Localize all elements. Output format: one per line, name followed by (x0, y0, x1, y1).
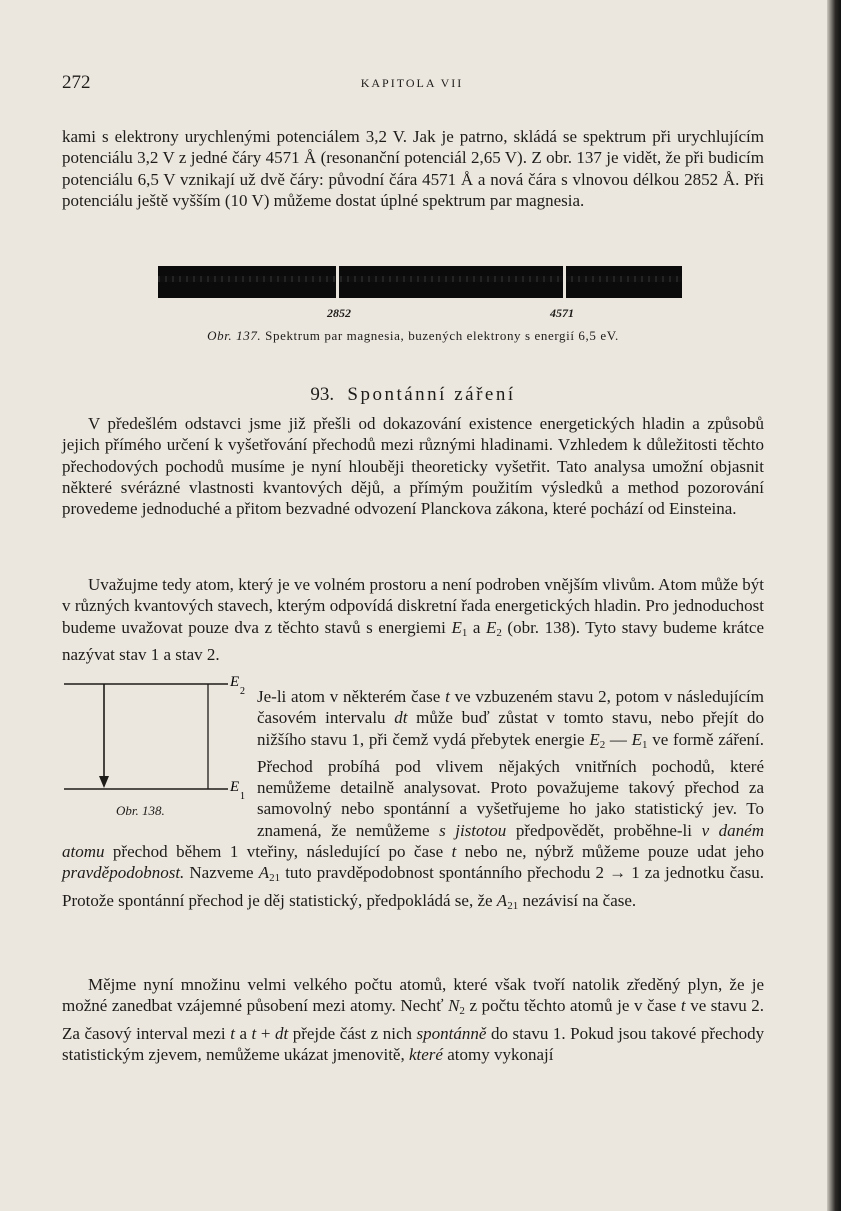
symbol-t: t (451, 842, 457, 862)
paragraph-4 (62, 974, 764, 1065)
symbol-t: t (445, 687, 450, 706)
subscript: 1 (461, 626, 468, 639)
symbol-t: t (680, 996, 686, 1016)
text-run: předpovědět, proběhne-li (515, 820, 693, 840)
symbol-e2: E (485, 617, 497, 637)
text-run: tuto pravděpodobnost spontánního přechodu 2 → 1 za jednotku času. Protože spontánní přechod je děj statistický, předpokládá se, že (62, 863, 765, 910)
emphasis: s jistotou (439, 820, 507, 840)
subscript: 1 (642, 738, 648, 751)
text-run: ve stavu 2. Za časový interval mezi (62, 996, 765, 1043)
subscript: 2 (599, 738, 606, 751)
symbol-n2: N (448, 996, 460, 1016)
emphasis: spontánně (416, 1023, 487, 1043)
figure-137-caption (62, 328, 764, 344)
subscript: 2 (496, 626, 502, 639)
symbol-t: t (251, 1023, 257, 1043)
diagram-float-space (62, 686, 257, 836)
text-run: ve formě záření. Přechod probíhá pod vlivem nějakých vnitřních pochodů, které nemůžeme detailně analysovat. Proto považujeme takový přechod za samovolný nebo spontánní a vyšetřujeme ho jako statistický jev. To znamená, že nemůžeme (257, 729, 765, 840)
symbol-t: t (230, 1023, 235, 1043)
symbol-dt: dt (274, 1023, 289, 1043)
level-lower-label: E (230, 779, 240, 795)
symbol-a21: A (496, 890, 508, 910)
text-run: Nazveme (189, 863, 254, 883)
figure-138-caption: Obr. 138. (116, 803, 165, 818)
text-run: ve vzbuzeném stavu 2, potom v následujícím časovém intervalu (257, 687, 765, 728)
intro-text: kami s elektrony urychlenými potenciálem 3,2 V. Jak je patrno, skládá se spektrum při urychlujícím potenciálu 3,2 V z jedné čáry 4571 Å (resonanční potenciál 2,65 V). Z obr. 137 je vidět, že při budicím potenciálu 6,5 V vznikají už dvě čáry: původní čára 4571 Å a nová čára s vlnovou délkou 2852 Å. Při potenciálu ještě vyšším (10 V) můžeme dostat úplné spektrum par magnesia. (62, 127, 764, 210)
text-run: přejde část z nich (292, 1023, 412, 1043)
symbol-e1: E (631, 729, 642, 749)
text-run: může buď zůstat v tomto stavu, nebo přejít do nižšího stavu 1, při čemž vydá přebytek energie (257, 708, 765, 749)
text-run: nezávisí na čase. (522, 890, 637, 910)
section-heading (62, 384, 764, 406)
symbol-e2: E (589, 729, 600, 749)
caption-text: Spektrum par magnesia, buzených elektrony s energií 6,5 eV. (265, 328, 619, 343)
text-run: Mějme nyní množinu velmi velkého počtu atomů, které však tvoří natolik zředěný plyn, že je možné zanedbat vzájemné působení mezi atomy. Nechť (62, 975, 764, 1016)
subscript: 21 (269, 872, 281, 885)
spectrum-image (158, 266, 682, 298)
text-run: přechod během 1 vteřiny, následující po čase (112, 842, 444, 862)
spectrum-gap (563, 266, 566, 298)
text-run: atomy vykonají (447, 1044, 554, 1064)
subscript: 2 (459, 1005, 465, 1018)
paragraph-2 (62, 574, 764, 665)
level-upper-sub: 2 (240, 686, 245, 697)
text-run: nebo ne, nýbrž můžeme pouze udat jeho (464, 842, 765, 862)
text-run: (obr. 138). Tyto stavy budeme krátce nazývat stav 1 a stav 2. (62, 617, 764, 664)
symbol-e1: E (451, 617, 462, 637)
subscript: 21 (507, 899, 519, 912)
text-run: a (472, 617, 481, 637)
symbol-a21: A (258, 863, 270, 883)
spectral-line-label: 4571 (550, 306, 574, 320)
page-header (62, 72, 762, 96)
section-title: Spontánní záření (347, 384, 516, 405)
level-upper-label: E (230, 674, 240, 690)
text-run: Je-li atom v některém čase (257, 687, 441, 706)
emphasis: které (408, 1044, 443, 1064)
text-run: Uvažujme tedy atom, který je ve volném prostoru a není podroben vnějším vlivům. Atom může být v různých kvantových stavech, kterým odpovídá diskretní řada energetických hladin. Pro jednoduchost budeme uvažovat pouze dva z těchto stavů s energiemi (62, 575, 764, 637)
paragraph-3 (62, 686, 764, 917)
spectrum-gap (336, 266, 339, 298)
emphasis: pravděpodobnost. (62, 863, 185, 883)
section-number: 93. (310, 384, 335, 405)
spectral-line-label: 2852 (327, 306, 351, 320)
paragraph-1 (62, 413, 764, 519)
text-run: + (260, 1023, 271, 1043)
page-edge (827, 0, 841, 1211)
intro-paragraph (62, 126, 764, 211)
spectrum-grain (158, 276, 682, 282)
text-run: do stavu 1. Pokud jsou takové přechody statistickým zjevem, nemůžeme ukázat jmenovitě, (62, 1023, 765, 1064)
running-head: KAPITOLA VII (360, 76, 464, 90)
level-lower-sub: 1 (240, 791, 245, 802)
text-run: — (609, 729, 627, 749)
caption-prefix: Obr. 137. (207, 328, 262, 343)
emphasis: v daném atomu (62, 820, 765, 862)
paragraph-1-text: V předešlém odstavci jsme již přešli od dokazování existence energetických hladin a způsobů jejich přímého určení k vyšetřování přechodů mezi různými hladinami. Vzhledem k důležitosti těchto přechodových pochodů musíme je nyní hlouběji theoreticky vyšetřit. Tato analysa umožní objasnit některé svérázné vlastnosti kvantových dějů, a přímým použitím výsledků a method pozorování provedeme jednoduché a přitom bezvadné odvození Planckova zákona, které pochází od Einsteina. (62, 414, 764, 519)
text-run: a (239, 1023, 248, 1043)
text-run: z počtu těchto atomů je v čase (469, 996, 677, 1016)
symbol-dt: dt (394, 708, 408, 728)
page-number: 272 (62, 72, 91, 93)
